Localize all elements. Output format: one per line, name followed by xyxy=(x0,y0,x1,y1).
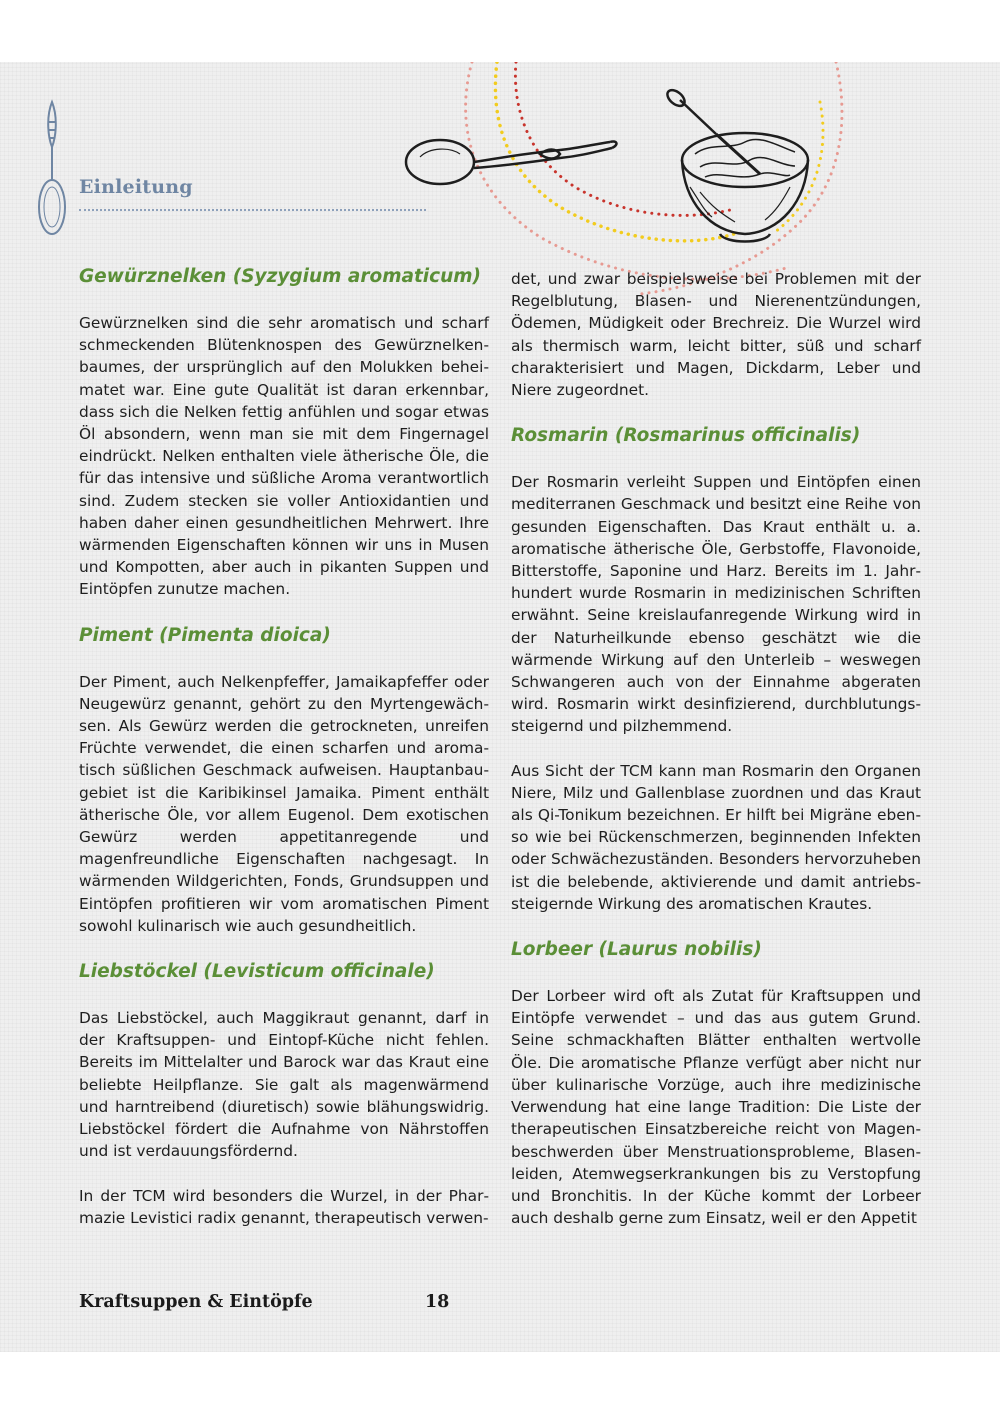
section-label: Einleitung xyxy=(79,176,193,198)
section-divider xyxy=(79,209,426,211)
paragraph: Gewürznelken sind die sehr aromatisch und scharf schmeckenden Blütenknospen des Gewürznelkenbaumes, der ursprünglich auf den Molukken beheimatet war. Eine gute Qualität ist daran erkennbar, dass sich die Nelken fettig anfühlen und sogar etwas Öl absondern, wenn man sie mit dem Fingernagel eindrückt. Nelken enthalten viele ätherische Öle, die für das intensive und süßliche Aroma verantwortlich sind. Zudem stecken sie voller Antioxidantien und haben daher einen gesundheitlichen Mehrwert. Ihre wärmenden Eigenschaften können wir uns in Musen und Kompotten, aber auch in pikanten Suppen und Eintöpfen zunutze machen. xyxy=(79,314,489,599)
heading-rosmarin: Rosmarin (Rosmarinus officinalis) xyxy=(511,425,861,447)
paragraph: In der TCM wird besonders die Wurzel, in der Pharmazie Levistici radix genannt, therapeutisch verwen- xyxy=(79,1186,489,1227)
paragraph: Das Liebstöckel, auch Maggikraut genannt, darf in der Kraftsuppen- und Eintopf-Küche nicht fehlen. Bereits im Mittelalter und Barock war das Kraut eine beliebte Heilpflanze. Sie galt als magenwärmend und harntreibend (diuretisch) sowie blähungswidrig. Liebstöckel fördert die Aufnahme von Nährstoffen und ist verdauungsfördernd. xyxy=(79,1009,489,1161)
heading-piment: Piment (Pimenta dioica) xyxy=(79,624,331,646)
page-number: 18 xyxy=(425,1292,450,1312)
page xyxy=(0,62,1000,1352)
spoon-icon xyxy=(406,140,616,184)
dotted-arc-red xyxy=(515,62,730,215)
paragraph: Der Lorbeer wird oft als Zutat für Kraftsuppen und Eintöpfe verwendet – und das aus gutem Grund. Seine schmackhaften Blätter enthalten wertvolle Öle. Die aromatische Pflanze verfügt aber nicht nur über kulinarische Vorzüge, auch ihre medizinische Verwendung hat eine lange Tradition: Die Liste der therapeutischen Einsatzbereiche reicht von Magenbeschwerden über Menstruationsprobleme, Blasenleiden, Atemwegserkrankungen bis zu Verstopfung und Bronchitis. In der Küche kommt der Lorbeer auch deshalb gerne zum Einsatz, weil er den Appetit xyxy=(511,987,921,1228)
paragraph-continued: det, und zwar beispielsweise bei Problemen mit der Regelblutung, Blasen- und Nierenentzündungen, Ödemen, Müdigkeit oder Brechreiz. Die Wurzel wird als thermisch warm, leicht bitter, süß und scharf charakterisiert und Magen, Dickdarm, Leber und Niere zugeordnet. xyxy=(511,270,921,400)
dotted-arc-pink xyxy=(466,62,790,279)
right-column xyxy=(511,268,921,1251)
left-column xyxy=(79,264,489,1251)
bowl-icon xyxy=(664,87,808,242)
small-spoon-icon xyxy=(39,102,65,234)
paragraph: Der Piment, auch Nelkenpfeffer, Jamaikapfeffer oder Neugewürz genannt, gehört zu den Myrtengewächsen. Als Gewürz werden die getrockneten, unreifen Früchte verwendet, die einen scharfen und aromatisch süßlichen Geschmack aufweisen. Hauptanbaugebiet ist die Karibikinsel Jamaika. Piment enthält ätherische Öle, vor allem Eugenol. Dem exotischen Gewürz werden appetitanregende und magenfreundliche Eigenschaften nachgesagt. In wärmenden Wildgerichten, Fonds, Grundsuppen und Eintöpfen profitieren wir vom aromatischen Piment sowohl kulinarisch wie auch gesundheitlich. xyxy=(79,672,489,935)
paragraph: Der Rosmarin verleiht Suppen und Eintöpfen einen mediterranen Geschmack und besitzt eine Reihe von gesunden Eigenschaften. Das Kraut enthält u. a. aromatische ätherische Öle, Gerbstoffe, Flavonoide, Bitterstoffe, Saponine und Harz. Bereits im 1. Jahrhundert wurde Rosmarin in medizinischen Schriften erwähnt. Seine kreislaufanregende Wirkung wird in der Naturheilkunde ebenso geschätzt wie die wärmende Wirkung auf den Unterleib – weswegen Schwangeren auch von der Einnahme abgeraten wird. Rosmarin wirkt desinfizierend, durchblutungssteigernd und pilzhemmend. xyxy=(511,473,921,736)
dotted-arc-yellow-right xyxy=(775,102,823,232)
heading-lorbeer: Lorbeer (Laurus nobilis) xyxy=(511,939,762,961)
footer-book-title: Kraftsuppen & Eintöpfe xyxy=(79,1292,313,1312)
heading-gewuerznelken: Gewürznelken (Syzygium aromaticum) xyxy=(79,266,482,287)
dotted-arc-pink-right xyxy=(640,62,842,294)
heading-liebstoeckel: Liebstöckel (Levisticum officinale) xyxy=(79,961,435,983)
paragraph: Aus Sicht der TCM kann man Rosmarin den Organen Niere, Milz und Gallenblase zuordnen und das Kraut als Qi-Tonikum bezeichnen. Er hilft bei Migräne ebenso wie bei Rückenschmerzen, beginnenden Infekten oder Schwächezuständen. Besonders hervorzuheben ist die belebende, aktivierende und damit antriebssteigernde Wirkung des aromatischen Krautes. xyxy=(511,761,921,913)
